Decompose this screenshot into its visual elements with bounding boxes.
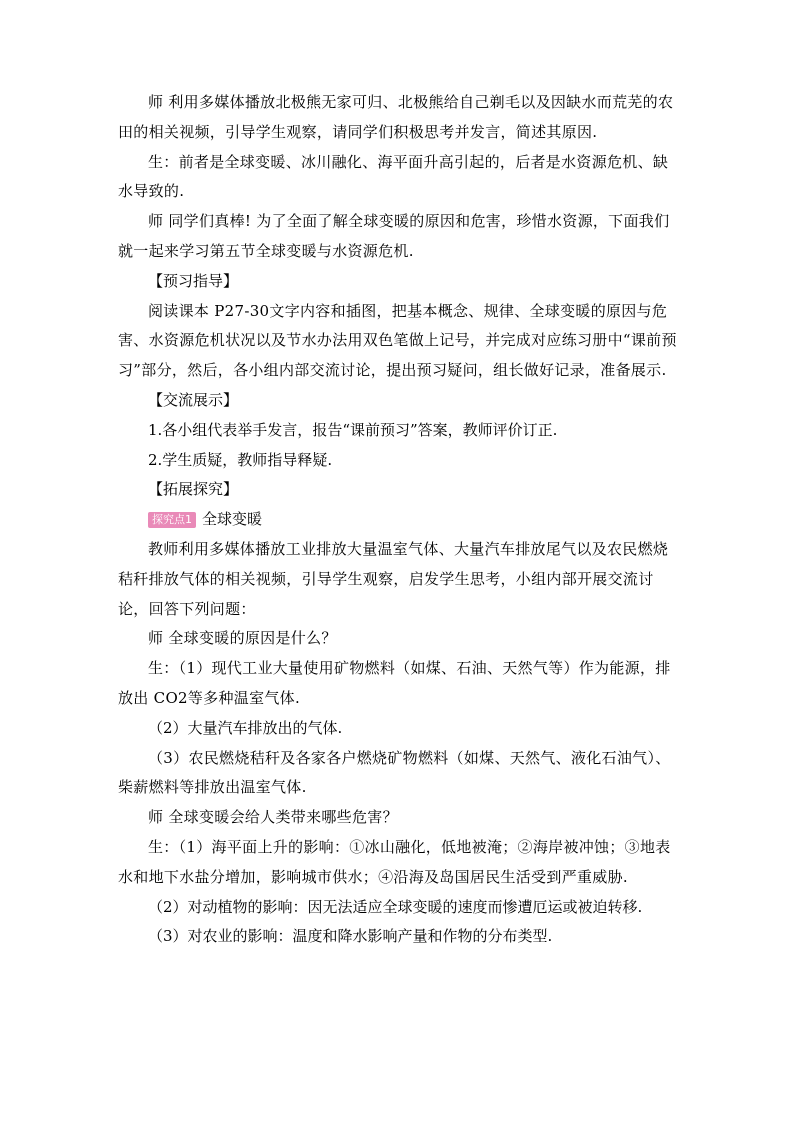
paragraph-answer-harms-2: （2）对动植物的影响：因无法适应全球变暖的速度而惨遭厄运或被迫转移. (148, 897, 643, 916)
paragraph-answer-harms-1: 生：（1）海平面上升的影响：①冰山融化，低地被淹；②海岸被冲蚀；③地表水和地下水盐分增加，影响城市供水；④沿海及岛国居民生活受到严重威胁. (118, 837, 671, 886)
paragraph-exploration-intro: 教师利用多媒体播放工业排放大量温室气体、大量汽车排放尾气以及农民燃烧秸秆排放气体的相关视频，引导学生观察，启发学生思考，小组内部开展交流讨论，回答下列问题： (118, 539, 669, 618)
exchange-item-1: 1.各小组代表举手发言，报告“课前预习”答案，教师评价订正. (148, 420, 558, 439)
paragraph-question-harms: 师 全球变暖会给人类带来哪些危害？ (148, 808, 398, 827)
exploration-point-badge: 探究点1 (148, 512, 196, 528)
paragraph-answer-causes-1: 生：（1）现代工业大量使用矿物燃料（如煤、石油、天然气等）作为能源，排放出 CO2等多种温室气体. (118, 659, 671, 707)
paragraph-answer-causes-3: （3）农民燃烧秸秆及各家各户燃烧矿物燃料（如煤、天然气、液化石油气）、柴薪燃料等排放出温室气体. (118, 748, 671, 797)
heading-exchange-display: 【交流展示】 (148, 390, 239, 409)
exploration-point-title: 全球变暖 (202, 510, 263, 529)
exchange-item-2: 2.学生质疑，教师指导释疑. (148, 450, 333, 469)
paragraph-answer-harms-3: （3）对农业的影响：温度和降水影响产量和作物的分布类型. (148, 927, 553, 946)
paragraph-teacher-transition: 师 同学们真棒! 为了全面了解全球变暖的原因和危害，珍惜水资源，下面我们就一起来学习第五节全球变暖与水资源危机. (118, 212, 670, 260)
paragraph-student-answer: 生：前者是全球变暖、冰川融化、海平面升高引起的，后者是水资源危机、缺水导致的. (118, 152, 669, 201)
exploration-point-row (118, 505, 678, 535)
paragraph-preview-instructions: 阅读课本 P27-30文字内容和插图，把基本概念、规律、全球变暖的原因与危害、水资源危机状况以及节水办法用双色笔做上记号，并完成对应练习册中“课前预习”部分，然后，各小组内部交流讨论，提出预习疑问，组长做好记录，准备展示. (118, 301, 677, 380)
document-page (118, 88, 678, 952)
paragraph-answer-causes-2: （2）大量汽车排放出的气体. (148, 718, 343, 737)
heading-preview-guide: 【预习指导】 (148, 271, 239, 290)
paragraph-teacher-intro: 师 利用多媒体播放北极熊无家可归、北极熊给自己剃毛以及因缺水而荒芜的农田的相关视频，引导学生观察，请同学们积极思考并发言，简述其原因. (118, 93, 674, 141)
heading-extended-exploration: 【拓展探究】 (148, 480, 239, 499)
paragraph-question-causes: 师 全球变暖的原因是什么？ (148, 629, 337, 648)
